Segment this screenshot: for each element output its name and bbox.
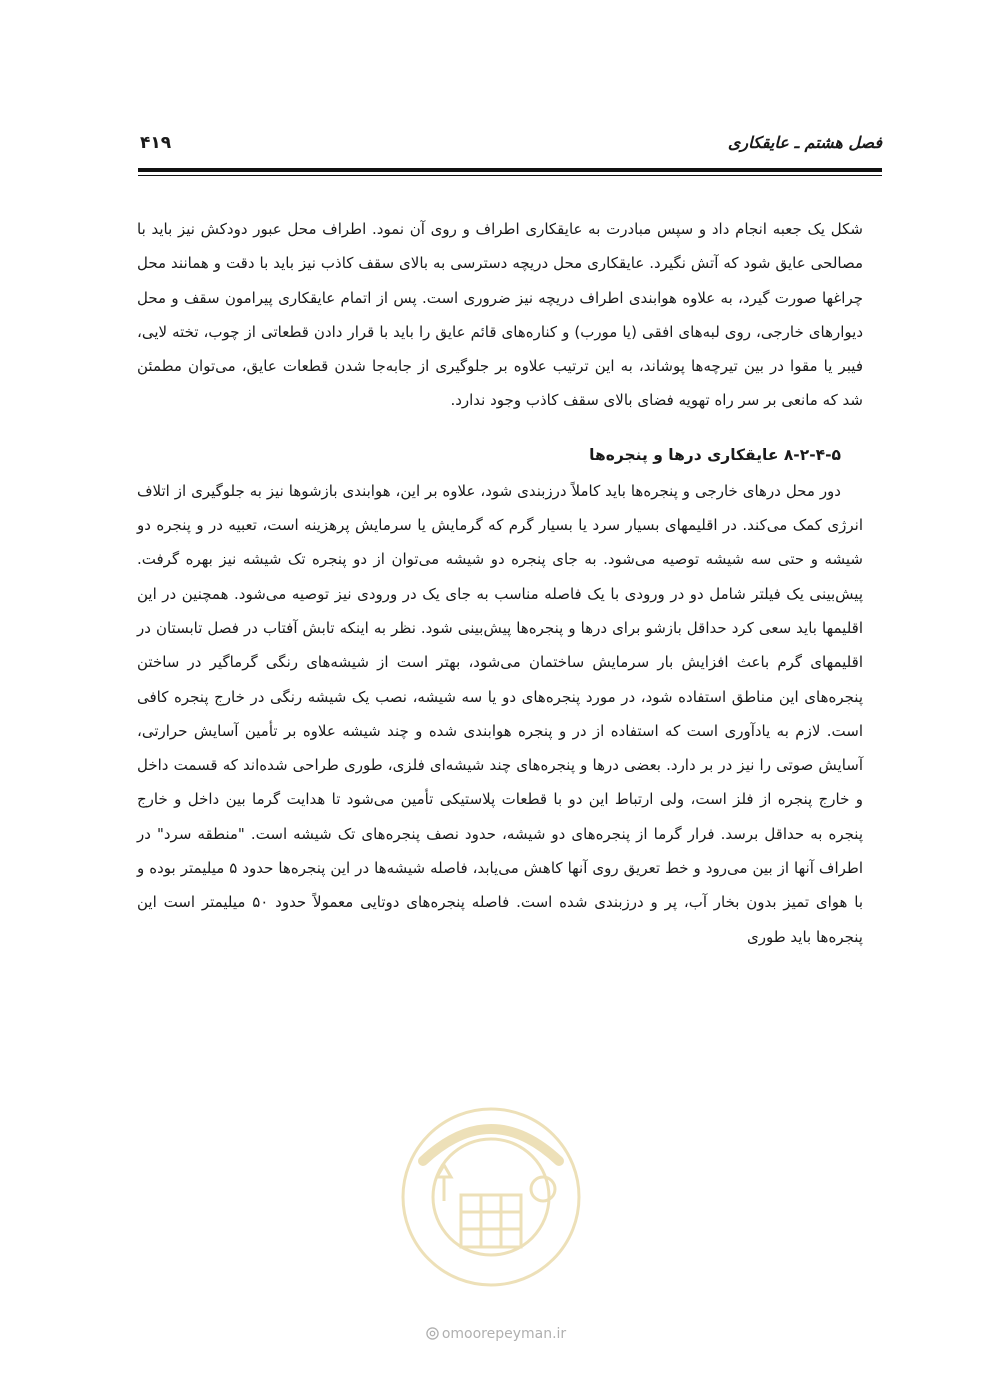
header-rule-thick: [138, 168, 882, 172]
body-paragraph-1: شکل یک جعبه انجام داد و سپس مبادرت به عایقکاری اطراف و روی آن نمود. اطراف محل عبور دودکش نیز باید با مصالحی عایق شود که آتش نگیرد. عایقکاری محل دریچه دسترسی به بالای سقف کاذب نیز باید با دقت و همانند محل چراغها صورت گیرد، به علاوه هوابندی اطراف دریچه نیز ضروری است. پس از اتمام عایقکاری پیرامون سقف و محل دیوارهای خارجی، روی لبه‌های افقی (یا مورب) و کناره‌های قائم عایق را باید با قرار دادن قطعاتی از چوب، تخته لایی، فیبر یا مقوا در بین تیرچه‌ها پوشاند، به این ترتیب علاوه بر جلوگیری از جابه‌جا شدن قطعات عایق، می‌توان مطمئن شد که مانعی بر سر راه تهویه فضای بالای سقف کاذب وجود ندارد.: [137, 220, 863, 410]
watermark-seal-logo: [393, 1077, 589, 1309]
watermark-website-text: omoorepeyman.ir: [441, 1326, 567, 1342]
at-sign-icon: [426, 1327, 439, 1340]
body-paragraph-2: دور محل درهای خارجی و پنجره‌ها باید کاملاً درزبندی شود، علاوه بر این، هوابندی بازشوها نیز به جلوگیری از اتلاف انرژی کمک می‌کند. در اقلیمهای بسیار سرد یا بسیار گرم که گرمایش یا سرمایش پرهزینه است، تعبیه در و پنجره دو شیشه و حتی سه شیشه توصیه می‌شود. به جای پنجره دو شیشه می‌توان از دو پنجره تک شیشه نیز بهره گرفت. پیش‌بینی یک فیلتر شامل دو در ورودی با یک فاصله مناسب به جای یک در ورودی نیز توصیه می‌شود. همچنین در این اقلیمها باید سعی کرد حداقل بازشو برای درها و پنجره‌ها پیش‌بینی شود. نظر به اینکه تابش آفتاب در فصل تابستان در اقلیمهای گرم باعث افزایش بار سرمایش ساختمان می‌شود، بهتر است از شیشه‌های رنگی گرماگیر در ساختن پنجره‌های این مناطق استفاده شود، در مورد پنجره‌های دو یا سه شیشه، نصب یک شیشه رنگی در خارج پنجره کافی است. لازم به یادآوری است که استفاده از در و پنجره هوابندی شده و چند شیشه علاوه بر تأمین آسایش حرارتی، آسایش صوتی را نیز در بر دارد. بعضی درها و پنجره‌های چند شیشه‌ای فلزی، طوری طراحی شده‌اند که قسمت داخل و خارج پنجره از فلز است، ولی ارتباط این دو با قطعات پلاستیکی تأمین می‌شود تا هدایت گرما بین داخل و خارج پنجره به حداقل برسد. فرار گرما از پنجره‌های دو شیشه، حدود نصف پنجره‌های تک شیشه است. "منطقه سرد" در اطراف آنها از بین می‌رود و خط تعریق روی آنها کاهش می‌یابد، فاصله شیشه‌ها در این پنجره‌ها حدود ۵ میلیمتر بوده و با هوای تمیز بدون بخار آب، پر و درزبندی شده است. فاصله پنجره‌های دوتایی معمولاً حدود ۵۰ میلیمتر است این پنجره‌ها باید طوری: [137, 481, 863, 946]
section-heading: ۸-۲-۴-۵ عایقکاری درها و پنجره‌ها: [589, 445, 841, 464]
page-number: ۴۱۹: [140, 133, 172, 153]
page-body: [137, 212, 863, 954]
header-rule-thin: [138, 175, 882, 176]
watermark-website: [0, 1326, 992, 1342]
chapter-title: فصل هشتم ـ عایقکاری: [727, 133, 882, 152]
